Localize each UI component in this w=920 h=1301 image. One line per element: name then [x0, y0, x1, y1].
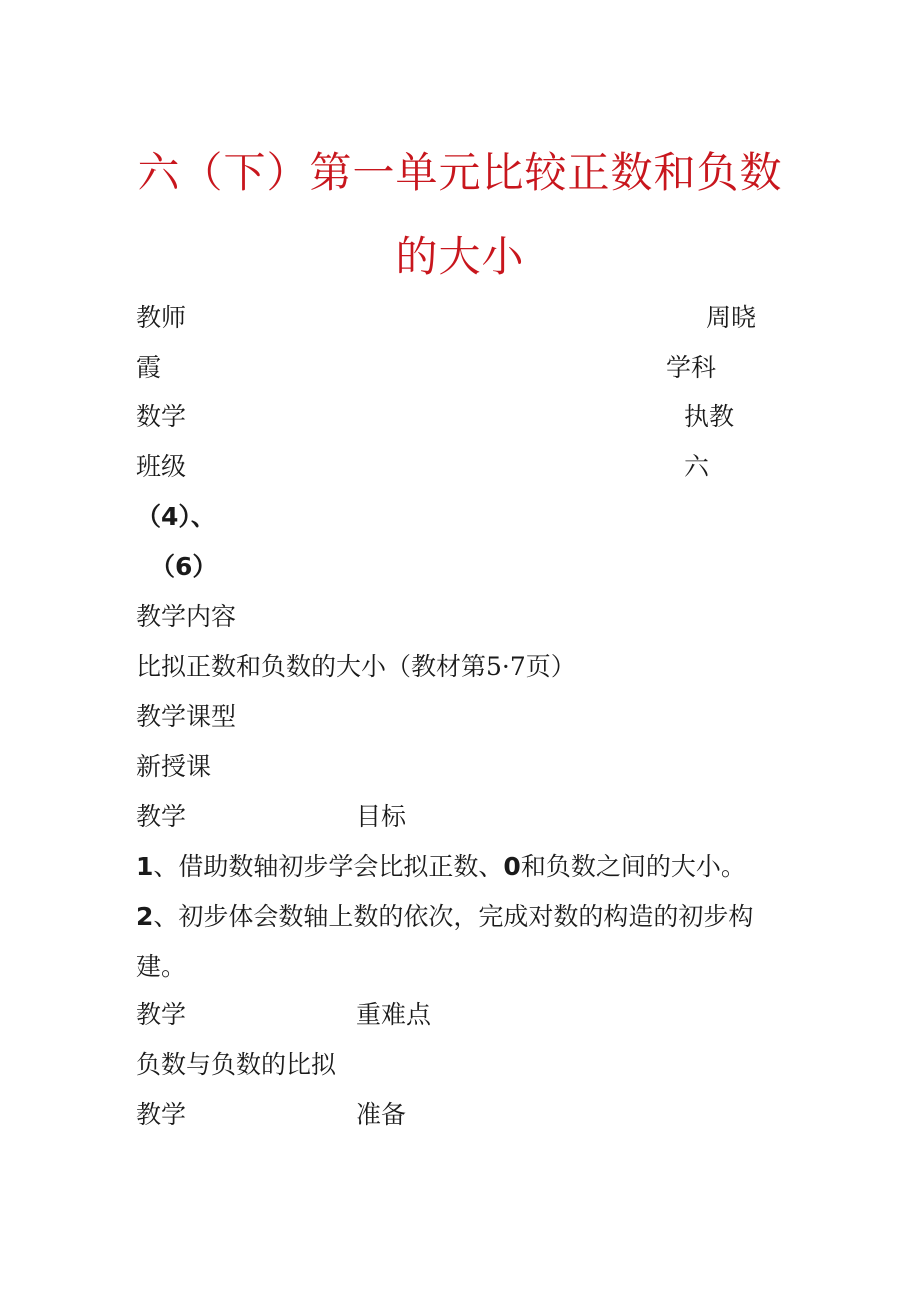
- key-points-value: 负数与负数的比拟: [136, 1050, 337, 1079]
- goal-item-2-continuation: 建。: [136, 952, 187, 981]
- goal-label-part2: 目标: [356, 802, 407, 831]
- lesson-type-value: 新授课: [136, 752, 212, 781]
- subject-value: 数学: [136, 402, 187, 431]
- class-value-part2: （4）、: [136, 502, 216, 531]
- goal-label-part1: 教学: [136, 802, 187, 831]
- preparation-label-part2: 准备: [356, 1100, 407, 1129]
- goal-item-2: [136, 902, 753, 932]
- content-value: 比拟正数和负数的大小（教材第5·7页）: [136, 652, 576, 681]
- goal-item-1-zero: 0: [503, 852, 521, 881]
- content-label: 教学内容: [136, 602, 237, 631]
- lesson-type-label: 教学课型: [136, 702, 237, 731]
- teacher-name-part2: 霞: [136, 353, 162, 382]
- key-points-label-part1: 教学: [136, 1000, 187, 1029]
- goal-item-2-number: 2: [136, 902, 154, 931]
- teaching-label: 执教: [684, 402, 735, 431]
- goal-item-1-text-end: 和负数之间的大小。: [520, 852, 746, 881]
- document-title-line1: 六（下）第一单元比较正数和负数: [137, 148, 783, 197]
- teacher-label: 教师: [136, 303, 187, 332]
- goal-item-1: [136, 852, 746, 882]
- document-title-line2: 的大小: [395, 232, 525, 281]
- class-label: 班级: [136, 452, 187, 481]
- goal-item-2-text: 、初步体会数轴上数的依次，完成对数的构造的初步构: [153, 902, 754, 931]
- goal-item-1-number: 1: [136, 852, 154, 881]
- subject-label: 学科: [666, 353, 717, 382]
- class-value-part1: 六: [684, 452, 710, 481]
- class-value-part3: （6）: [150, 552, 218, 581]
- teacher-name-part1: 周晓: [706, 303, 757, 332]
- preparation-label-part1: 教学: [136, 1100, 187, 1129]
- goal-item-1-text: 、借助数轴初步学会比拟正数、: [153, 852, 504, 881]
- key-points-label-part2: 重难点: [356, 1000, 432, 1029]
